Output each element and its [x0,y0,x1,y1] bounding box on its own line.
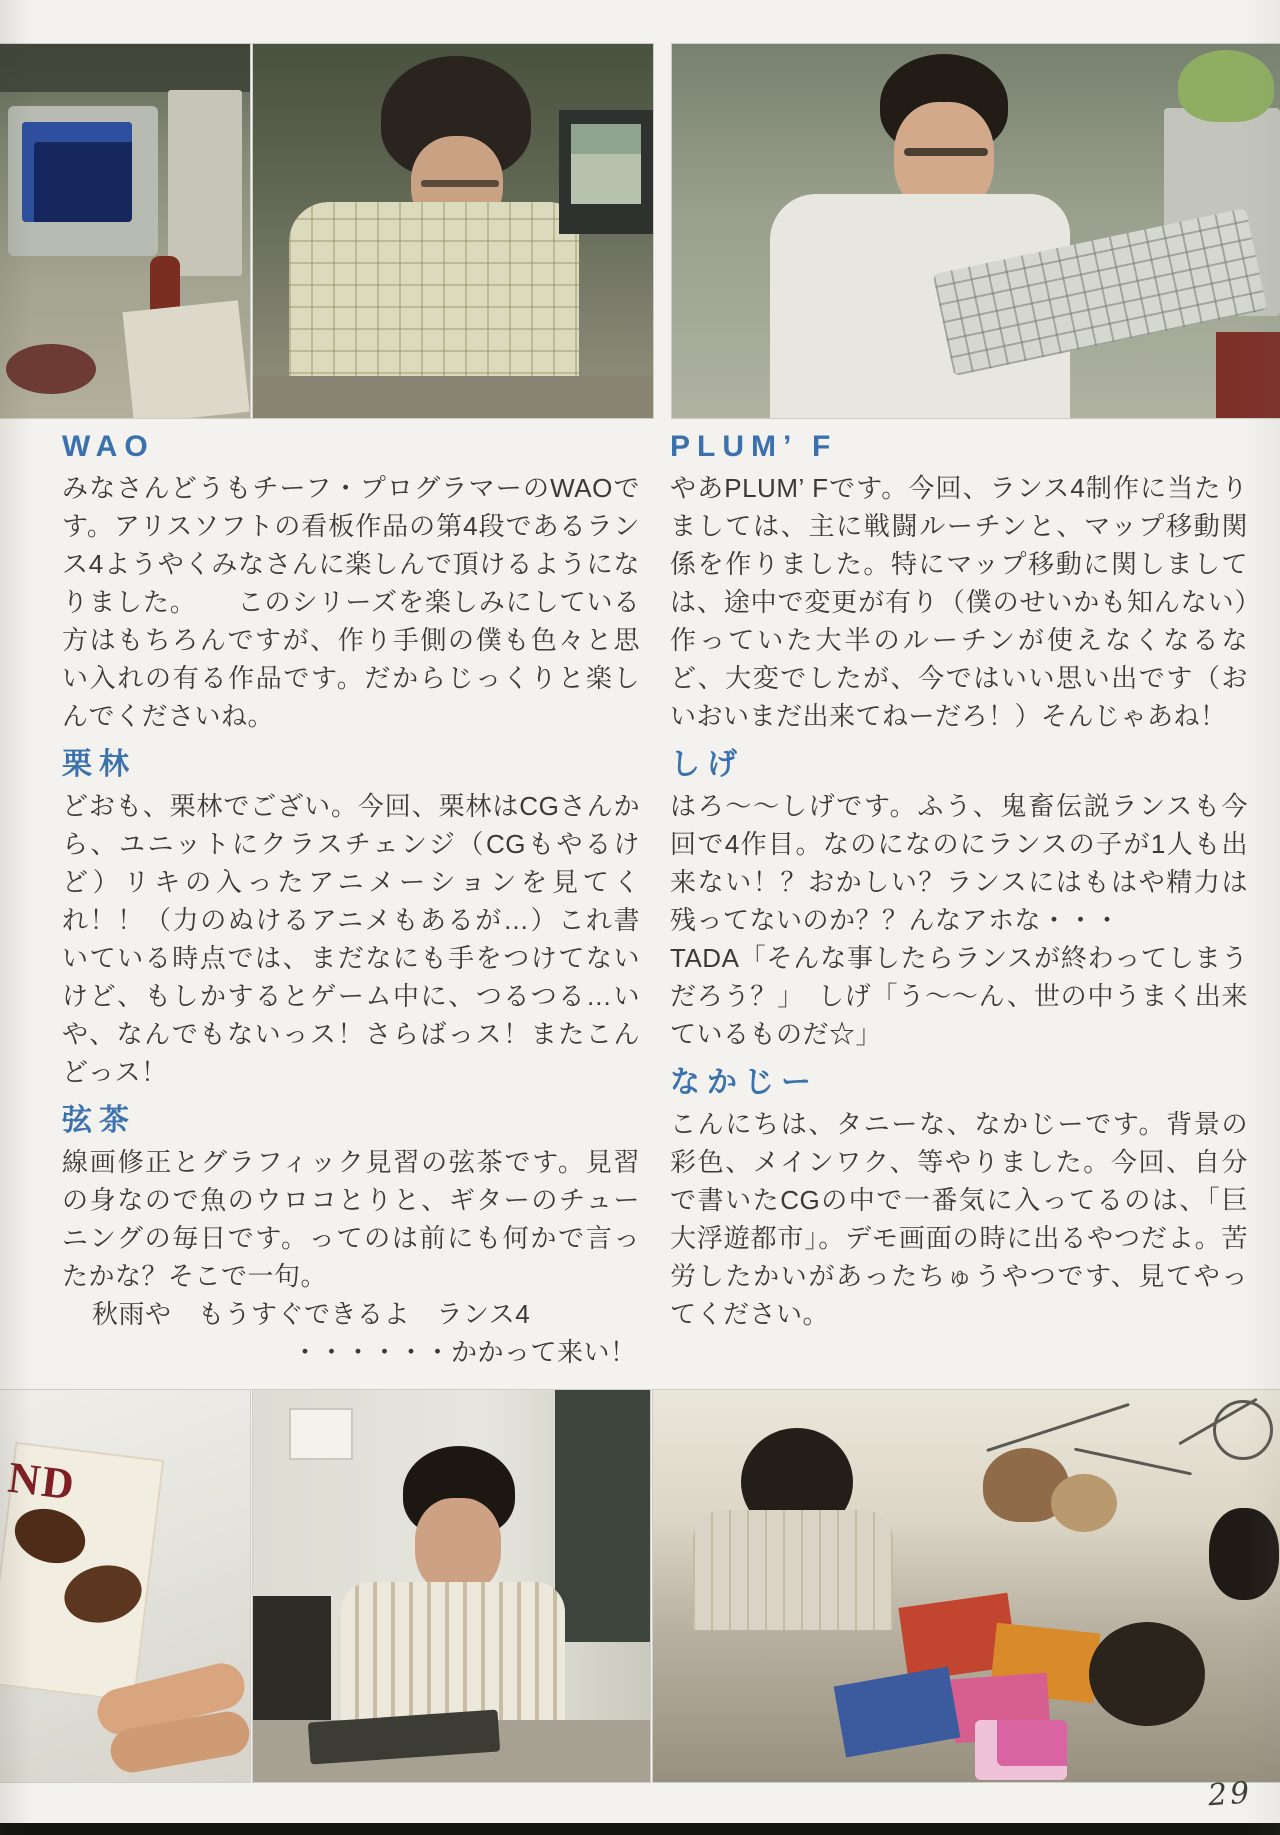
white-carton [122,300,249,418]
staff-comment-kuribayashi: どおも、栗林でござい。今回、栗林はCGさんから、ユニットにクラスチェンジ（CGもやるけど）リキの入ったアニメーションを見てくれ！！（力のぬけるアニメもあるが…）これ書いている時点では、まだなにも手をつけてないけど、もしかするとゲーム中に、つるつる…いや、なんでもないっス！さらばっス！またこんどっス！ [62,791,640,1087]
photo-staff-holding-keyboard [672,44,1280,418]
photo-staff-at-desk [253,44,653,418]
staff-comment-shige-dialogue: TADA「そんな事したらランスが終わってしまうだろう？」 しげ「う〜〜ん、世の中うまく出来ているものだ☆」 [670,943,1248,1049]
red-books [1216,332,1280,418]
photo-chocolate-box-hand [0,1390,250,1782]
glasses [421,180,499,187]
wheel-drawing [1213,1400,1273,1460]
staff-heading-wao: WAO [62,430,155,463]
staff-column-right [670,425,1248,1333]
striped-shirt [341,1582,565,1724]
glasses [904,148,988,156]
photo-group-around-desk [653,1390,1280,1782]
gencha-haiku-line2: ・・・・・・かかって来い！ [292,1337,637,1367]
desk [253,376,653,418]
whiteboard-drawing [986,1403,1130,1452]
staff-comment-shige: はろ〜〜しげです。ふう、鬼畜伝説ランスも今回で4作目。なのになのにランスの子が1人も出来ない！？おかしい？ランスにはもはや精力は残ってないのか？？んなアホな・・・ [670,791,1248,935]
staff-heading-nakaji: なかじー [670,1066,818,1099]
software-box [168,90,242,276]
staff-heading-shige: しげ [670,748,744,781]
whiteboard-drawing [1074,1448,1192,1476]
photo-staff-at-computer [253,1390,650,1782]
staff-heading-plumf: PLUM’ F [670,430,838,463]
gencha-haiku-line1: 秋雨や もうすぐできるよ ランス4 [92,1299,531,1329]
crt-screen [571,124,641,204]
staff-heading-kuribayashi: 栗林 [62,748,136,781]
plush-toy [1051,1474,1117,1532]
staff-column-left [62,425,640,1371]
person-shoulders [693,1510,893,1630]
photo-office-desk-crt [0,44,250,418]
scan-bottom-edge [0,1823,1280,1835]
blue-notebook [834,1666,961,1757]
staff-comment-plumf: やあPLUM’ Fです。今回、ランス4制作に当たりましては、主に戦闘ルーチンと、マップ移動関係を作りました。特にマップ移動に関しましては、途中で変更が有り（僕のせいかも知んない）作っていた大半のルーチンが使えなくなるなど、大変でしたが、今ではいい思い出です（おいおいまだ出来てねーだろ！）そんじゃあね！ [670,473,1248,731]
page-number: 29 [1206,1775,1254,1814]
crt-monitor [253,1596,331,1724]
dark-doorway [555,1390,650,1642]
person-hair [1209,1508,1279,1600]
staff-comment-nakaji: こんにちは、タニーな、なかじーです。背景の彩色、メインワク、等やりました。今回、自分で書いたCGの中で一番気に入ってるのは、「巨大浮遊都市」。デモ画面の時に出るやつだよ。苦労したかいがあったちゅうやつです、見てやってください。 [670,1109,1248,1329]
staff-comment-wao: みなさんどうもチーフ・プログラマーのWAOです。アリスソフトの看板作品の第4段であるランス4ようやくみなさんに楽しんで頂けるようになりました。 このシリーズを楽しみにしている方はもちろんですが、作り手側の僕も色々と思い入れの有る作品です。だからじっくりと楽しんでくださいね。 [62,473,640,731]
green-dragon-plush [1178,50,1274,122]
chocolate-box-letters: ND [5,1452,79,1510]
pink-character-box [975,1720,1067,1780]
staff-heading-gencha: 弦茶 [62,1104,136,1137]
dark-red-objects [6,344,96,394]
shelf-clutter [0,44,250,92]
crt-screen-blue [22,122,132,222]
person-hair [1089,1622,1205,1726]
staff-comment-gencha: 線画修正とグラフィック見習の弦茶です。見習の身なので魚のウロコとりと、ギターのチューニングの毎日です。ってのは前にも何かで言ったかな？そこで一句。 [62,1147,640,1291]
person-face [415,1498,501,1594]
wall-outlet [289,1408,353,1460]
